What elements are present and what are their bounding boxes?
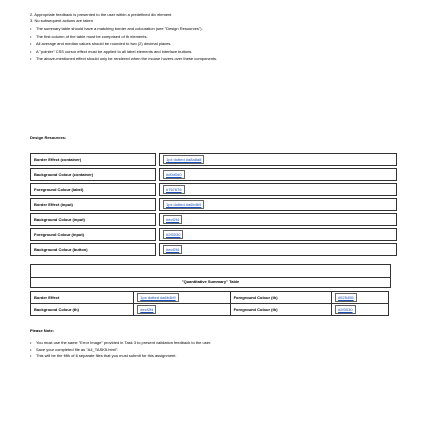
resource-row (31, 229, 397, 241)
resource-label: Background Colour (container) (31, 169, 156, 181)
resource-label: Background Colour (button) (31, 244, 156, 256)
step-item: 3. No subsequent actions are taken (30, 18, 93, 23)
requirements-list (30, 26, 410, 64)
color-value-link[interactable]: #2f3030 (335, 305, 355, 314)
resource-table (30, 153, 397, 166)
resource-table (30, 168, 397, 181)
resource-label: Border Effect (input) (31, 199, 156, 211)
notes-title: Please Note: (30, 328, 55, 333)
step-item: 2. Appropriate feedback is presented to the user within a predefined div element (30, 12, 172, 17)
requirement-item: • A "pointer" CSS cursor effect must be applied to all label elements and interface buttons. (30, 49, 410, 57)
resource-value (160, 199, 397, 211)
resource-row (31, 154, 397, 166)
resource-row (31, 214, 397, 226)
resource-row (31, 169, 397, 181)
resource-value (160, 244, 397, 256)
requirement-item: • The summary table should have a matching border and colouration (see "Design Resources"). (30, 26, 410, 34)
note-item: • You must use the same "Error Image" provided in Task 3 to present validation feedback to the user. (30, 340, 410, 347)
resource-table (30, 243, 397, 256)
color-value-link[interactable]: #ecf2f4 (137, 305, 156, 314)
resource-label: Background Colour (input) (31, 214, 156, 226)
summary-value (134, 304, 230, 316)
resource-value (160, 184, 397, 196)
requirement-item: • All average and median values should be rounded to two (2) decimal places. (30, 41, 410, 49)
design-resources-title: Design Resources: (30, 135, 67, 140)
color-value-link[interactable]: 1px dotted #a6b4b9 (163, 200, 204, 209)
color-value-link[interactable]: #2f3030 (163, 230, 183, 239)
color-value-link[interactable]: #d0d0d0 (163, 170, 185, 179)
resource-label: Border Effect (container) (31, 154, 156, 166)
summary-row (31, 304, 389, 316)
summary-row (31, 292, 389, 304)
summary-value (134, 292, 230, 304)
summary-table-title: "Quantitative Summary" Table (30, 276, 391, 288)
summary-label: Foreground Colour (th) (230, 292, 332, 304)
color-value-link[interactable]: #525455 (335, 293, 357, 302)
requirement-item: • The above-mentioned effect should only be rendered when the mouse hovers over these components. (30, 56, 410, 64)
resource-table (30, 228, 397, 241)
resource-table (30, 198, 397, 211)
summary-value (332, 292, 389, 304)
summary-label: Foreground Colour (th) (230, 304, 332, 316)
note-item: • Save your completed file as "A4_TASK5.html". (30, 347, 410, 354)
notes-list (30, 340, 410, 360)
color-value-link[interactable]: #767676 (163, 185, 185, 194)
resource-label: Foreground Colour (input) (31, 229, 156, 241)
note-item: • This will be the fifth of 6 separate files that you must submit for this assignment. (30, 353, 410, 360)
color-value-link[interactable]: #ecf2f4 (163, 215, 182, 224)
resource-row (31, 199, 397, 211)
color-value-link[interactable]: #ecf2f4 (163, 245, 182, 254)
summary-label: Border Effect (31, 292, 134, 304)
summary-table-resources (30, 291, 389, 316)
resource-table (30, 213, 397, 226)
summary-label: Background Colour (th) (31, 304, 134, 316)
resource-value (160, 154, 397, 166)
requirement-item: • The first column of the table must be comprised of th elements. (30, 34, 410, 42)
resource-label: Foreground Colour (label) (31, 184, 156, 196)
resource-table (30, 183, 397, 196)
resource-value (160, 169, 397, 181)
color-value-link[interactable]: 1px dotted #a6b4b9 (137, 293, 178, 302)
resource-row (31, 184, 397, 196)
color-value-link[interactable]: 1px dotted #a8a8a8 (163, 155, 204, 164)
steps-list (30, 12, 400, 24)
resource-value (160, 229, 397, 241)
resource-row (31, 244, 397, 256)
summary-value (332, 304, 389, 316)
resource-value (160, 214, 397, 226)
